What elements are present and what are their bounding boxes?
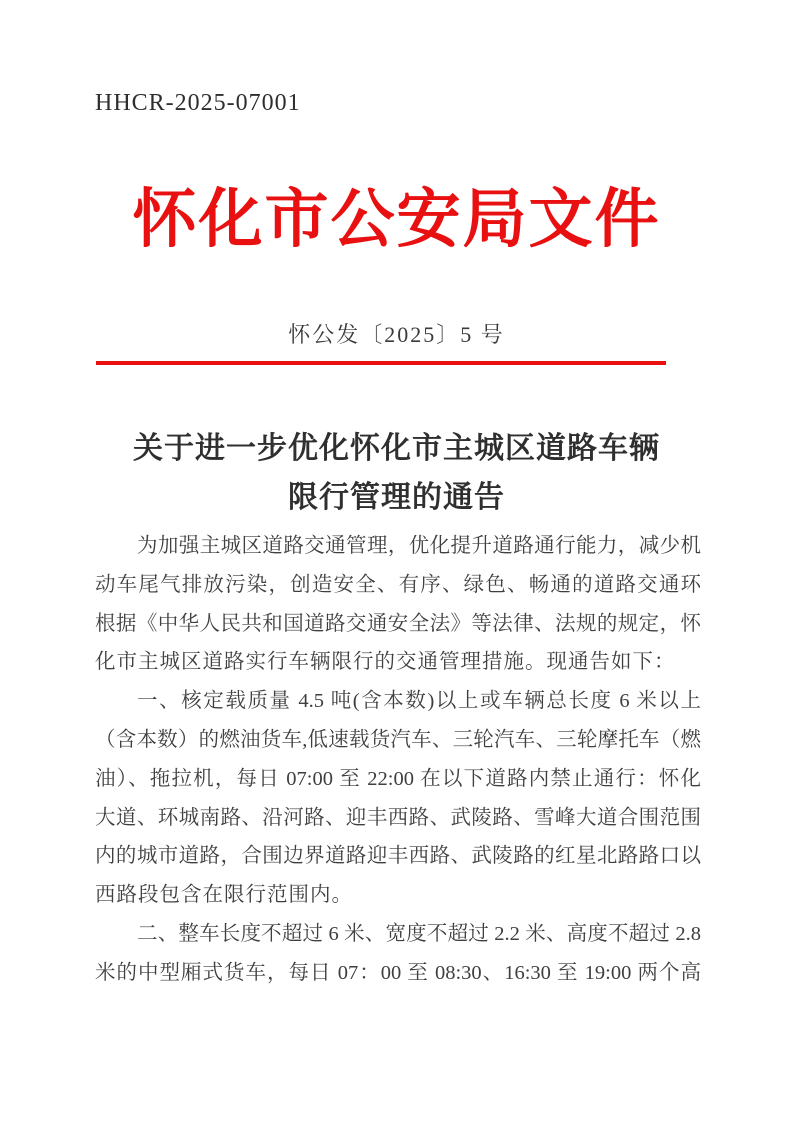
red-divider-line xyxy=(96,361,666,365)
notice-title-line-1: 关于进一步优化怀化市主城区道路车辆 xyxy=(133,432,660,465)
notice-body xyxy=(95,527,701,993)
body-line: 根据《中华人民共和国道路交通安全法》等法律、法规的规定，怀 xyxy=(95,612,701,635)
body-line: 动车尾气排放污染，创造安全、有序、绿色、畅通的道路交通环 xyxy=(95,573,701,596)
body-line: （含本数）的燃油货车,低速载货汽车、三轮汽车、三轮摩托车（燃 xyxy=(95,728,701,751)
document-number: 怀公发〔2025〕5 号 xyxy=(288,322,505,347)
body-line: 为加强主城区道路交通管理，优化提升道路通行能力，减少机 xyxy=(137,535,701,557)
body-line: 大道、环城南路、沿河路、迎丰西路、武陵路、雪峰大道合围范围 xyxy=(95,806,701,829)
body-line: 油）、拖拉机，每日 07:00 至 22:00 在以下道路内禁止通行：怀化 xyxy=(95,767,701,790)
agency-title: 怀化市公安局文件 xyxy=(132,184,661,255)
notice-title-line-2: 限行管理的通告 xyxy=(288,481,505,514)
body-line: 二、整车长度不超过 6 米、宽度不超过 2.2 米、高度不超过 2.8 xyxy=(137,922,701,945)
notice-title xyxy=(0,424,793,522)
body-line: 一、核定载质量 4.5 吨(含本数)以上或车辆总长度 6 米以上 xyxy=(137,690,701,713)
body-line: 米的中型厢式货车，每日 07：00 至 08:30、16:30 至 19:00 两个高 xyxy=(95,961,701,984)
document-code: HHCR-2025-07001 xyxy=(95,90,301,116)
body-line: 化市主城区道路实行车辆限行的交通管理措施。现通告如下： xyxy=(95,651,676,674)
body-line: 西路段包含在限行范围内。 xyxy=(95,884,353,907)
body-line: 内的城市道路，合围边界道路迎丰西路、武陵路的红星北路路口以 xyxy=(95,845,701,868)
